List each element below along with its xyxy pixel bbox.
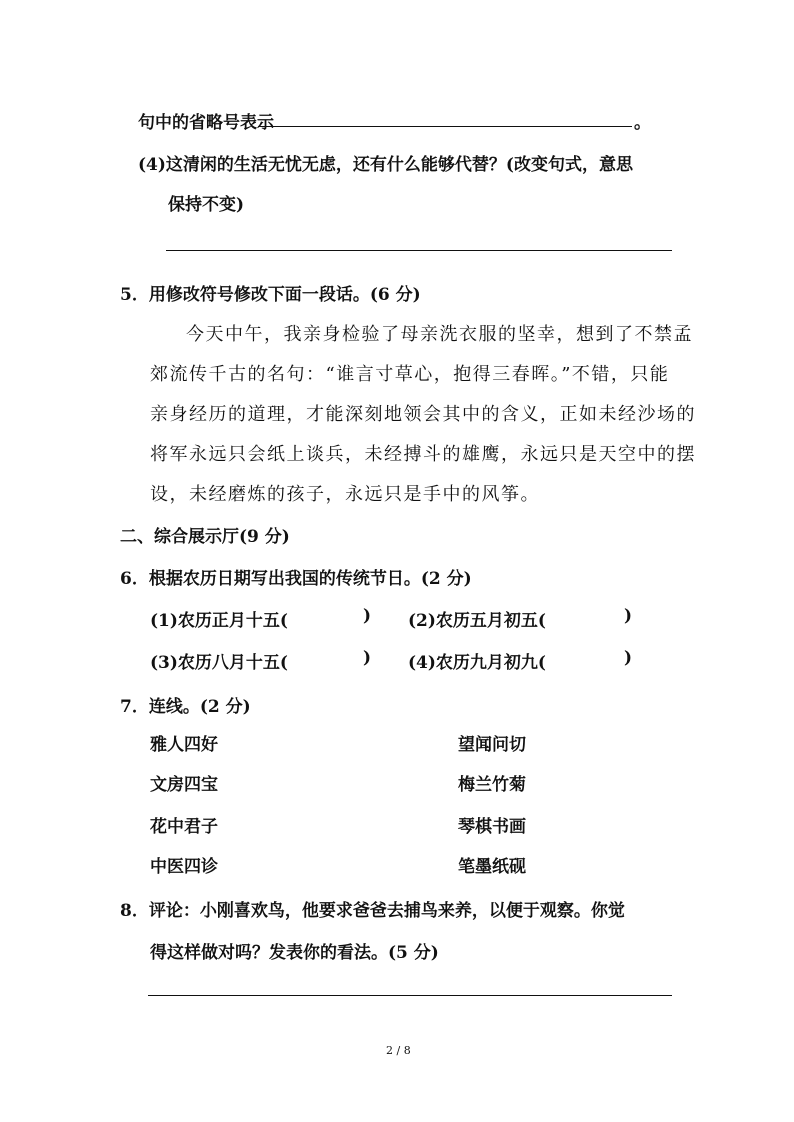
q6-item-4: (4)农历九月初九( — [408, 653, 546, 673]
q6-item-2: (2)农历五月初五( — [408, 611, 546, 631]
q4-line-ellipsis — [138, 108, 274, 133]
q4-sub4-line2: 保持不变) — [168, 195, 245, 215]
q5-passage-line-4: 将军永远只会纸上谈兵，未经搏斗的雄鹰，永远只是天空中的摆 — [150, 444, 696, 465]
q6-item-4-close: ) — [624, 648, 633, 668]
q7-right-item-4: 笔墨纸砚 — [458, 857, 526, 877]
q7-right-item-3: 琴棋书画 — [458, 817, 526, 837]
q7-left-item-1: 雅人四好 — [150, 735, 218, 755]
q4-ellipsis-answer-blank[interactable] — [258, 126, 632, 127]
q8-line-1: 8．评论：小刚喜欢鸟，他要求爸爸去捕鸟来养，以便于观察。你觉 — [120, 901, 625, 921]
page-number: 2 / 8 — [386, 1044, 411, 1057]
section2-heading: 二、综合展示厅(9 分) — [120, 527, 290, 547]
q6-item-1-close: ) — [363, 606, 372, 626]
q5-passage-line-2: 郊流传千古的名句：“谁言寸草心，抱得三春晖。”不错，只能 — [150, 364, 670, 385]
q6-item-3-close: ) — [363, 648, 372, 668]
q5-passage-line-1: 今天中午，我亲身检验了母亲洗衣服的坚幸，想到了不禁孟 — [186, 324, 693, 345]
q5-passage-line-5: 设，未经磨炼的孩子，永远只是手中的风筝。 — [150, 484, 540, 505]
q4-sub4-line1: (4)这清闲的生活无忧无虑，还有什么能够代替？(改变句式，意思 — [138, 155, 633, 175]
q6-item-1: (1)农历正月十五( — [150, 611, 288, 631]
q6-item-2-close: ) — [624, 606, 633, 626]
q7-left-item-2: 文房四宝 — [150, 775, 218, 795]
q7-right-item-1: 望闻问切 — [458, 735, 526, 755]
q4-ellipsis-period: 。 — [634, 113, 651, 133]
q4-ellipsis-prompt: 句中的省略号表示 — [138, 113, 274, 133]
q7-left-item-4: 中医四诊 — [150, 857, 218, 877]
q5-heading: 5．用修改符号修改下面一段话。(6 分) — [120, 285, 421, 305]
q8-line-2: 得这样做对吗？发表你的看法。(5 分) — [150, 943, 439, 963]
q4-sub4-answer-blank[interactable] — [166, 250, 672, 251]
q6-item-3: (3)农历八月十五( — [150, 653, 288, 673]
q7-left-item-3: 花中君子 — [150, 817, 218, 837]
q7-right-item-2: 梅兰竹菊 — [458, 775, 526, 795]
q8-answer-blank[interactable] — [148, 995, 672, 996]
q5-passage-line-3: 亲身经历的道理，才能深刻地领会其中的含义，正如未经沙场的 — [150, 404, 696, 425]
q6-heading: 6．根据农历日期写出我国的传统节日。(2 分) — [120, 569, 472, 589]
q7-heading: 7．连线。(2 分) — [120, 697, 251, 717]
